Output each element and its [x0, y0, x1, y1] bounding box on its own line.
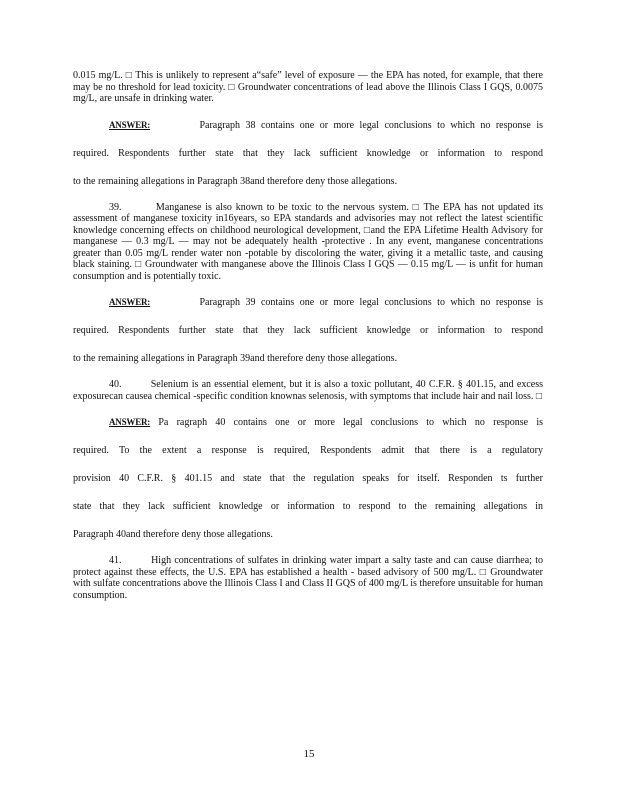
- answer-label: ANSWER:: [109, 119, 151, 130]
- answer-39: [73, 296, 543, 365]
- paragraph-40-text: Selenium is an essential element, but it is also a toxic pollutant, 40 C.F.R. § 401.15, and excess exposurecan causea chemical -specific condition knownas selenosis, with symptoms that include hair and nail loss. □: [73, 379, 544, 402]
- paragraph-38-continuation: 0.015 mg/L. □ This is unlikely to represent a“safe” level of exposure — the EPA has noted, for example, that there may be no threshold for lead toxicity. □ Groundwater concentrations of lead above the Illinois Class I GQS, 0.0075 mg/L, are unsafe in drinking water.: [73, 70, 543, 104]
- answer-40: [73, 416, 543, 541]
- answer-40-line-1: [73, 416, 543, 429]
- answer-38-line-1: [73, 119, 543, 132]
- document-page: [73, 70, 543, 601]
- answer-38-text-1: Paragraph 38 contains one or more legal conclusions to which no response is: [199, 119, 543, 131]
- answer-39-line-3: to the remaining allegations in Paragraph 39and therefore deny those allegations.: [73, 353, 398, 364]
- answer-40-line-5: Paragraph 40and therefore deny those allegations.: [73, 529, 273, 540]
- answer-39-text-1: Paragraph 39 contains one or more legal conclusions to which no response is: [199, 297, 543, 308]
- answer-38-line-2: required. Respondents further state that they lack sufficient knowledge or information to respond: [73, 147, 543, 159]
- answer-38-line-3: to the remaining allegations in Paragraph 38and therefore deny those allegations.: [73, 175, 398, 187]
- answer-38: [73, 119, 543, 188]
- paragraph-39-text: Manganese is also known to be toxic to the nervous system. □ The EPA has not updated its assessment of manganese toxicity in16years, so EPA standards and advisories may not reflect the latest scientific knowledge concerning effects on childhood neurological development, □and the EPA Lifetime Health Advisory for manganese — 0.3 mg/L — may not be adequately health -protective . In any event, manganese concentrations greater than 0.05 mg/L render water non -potable by discoloring the water, giving it a metallic taste, and causing black staining. □ Groundwater with manganese above the Illinois Class I GQS — 0.15 mg/L — is unfit for human consumption and is potentially toxic.: [73, 201, 543, 282]
- paragraph-number: 41.: [109, 555, 122, 566]
- page-number: 15: [303, 748, 315, 760]
- answer-label: ANSWER:: [109, 417, 151, 427]
- answer-40-line-2: required. To the extent a response is required, Respondents admit that there is a regulatory: [73, 445, 543, 456]
- answer-40-line-3: provision 40 C.F.R. § 401.15 and state that the regulation speaks for itself. Responden ts further: [73, 473, 543, 484]
- paragraph-41-text: High concentrations of sulfates in drinking water impart a salty taste and can cause diarrhea; to protect against these effects, the U.S. EPA has established a health - based advisory of 500 mg/L. □ Groundwater with sulfate concentrations above the Illinois Class I and Class II GQS of 400 mg/L is therefore unsuitable for human consumption.: [73, 555, 544, 601]
- answer-39-line-1: [73, 296, 543, 309]
- paragraph-number: 40.: [109, 379, 122, 390]
- paragraph-40: [73, 379, 543, 402]
- paragraph-41: [73, 555, 543, 601]
- paragraph-39: [73, 202, 543, 283]
- answer-40-text-1: Pa ragraph 40 contains one or more legal conclusions to which no response is: [158, 417, 543, 428]
- answer-39-line-2: required. Respondents further state that they lack sufficient knowledge or information to respond: [73, 325, 543, 336]
- answer-label: ANSWER:: [109, 297, 151, 307]
- paragraph-number: 39.: [109, 201, 122, 213]
- answer-40-line-4: state that they lack sufficient knowledge or information to respond to the remaining allegations in: [73, 501, 543, 512]
